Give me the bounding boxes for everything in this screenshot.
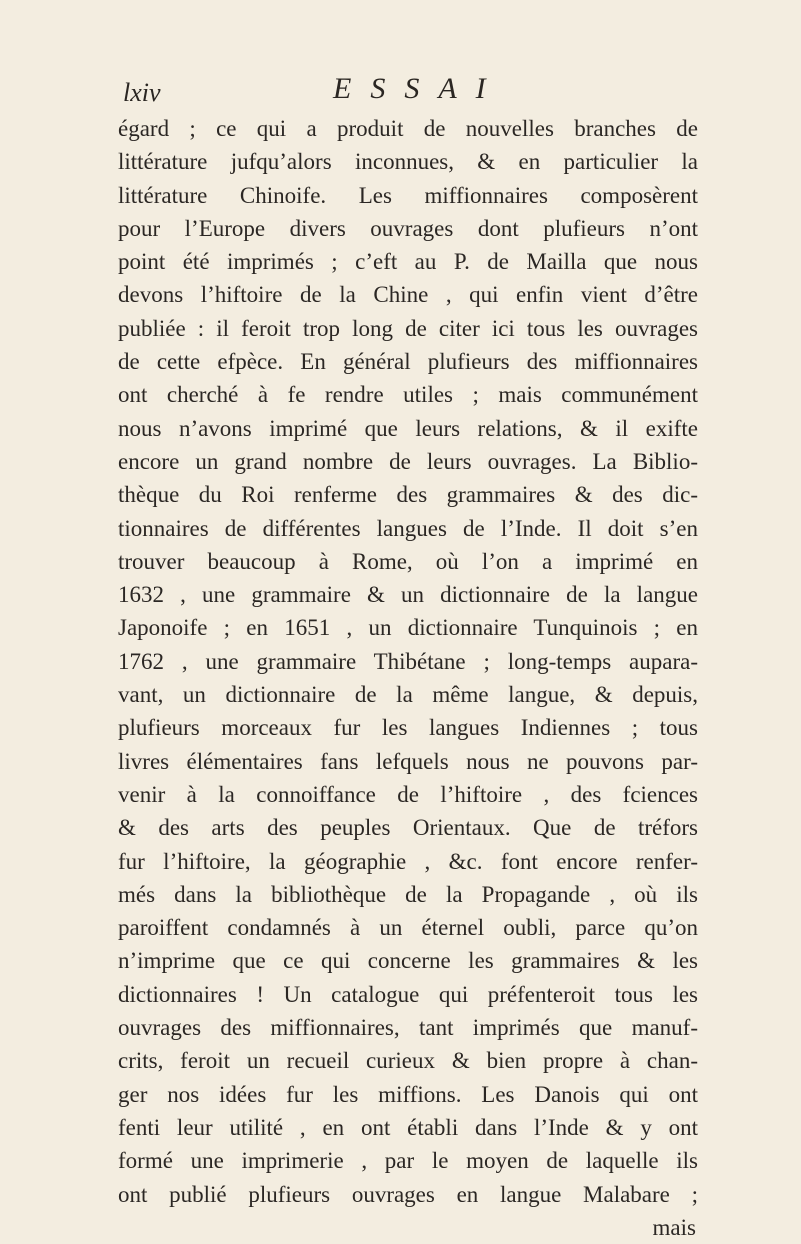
text-line: ouvrages des miffionnaires, tant imprimés que manuf- (118, 1015, 698, 1041)
text-line: fur l’hiftoire, la géographie , &c. font encore renfer- (118, 848, 698, 874)
text-line: 1762 , une grammaire Thibétane ; long-temps aupara- (118, 648, 698, 674)
text-line: nous n’avons imprimé que leurs relations, & il exifte (118, 415, 698, 441)
text-line: més dans la bibliothèque de la Propagande , où ils (118, 881, 698, 907)
text-line: formé une imprimerie , par le moyen de laquelle ils (118, 1148, 698, 1174)
text-line: 1632 , une grammaire & un dictionnaire de la langue (118, 582, 698, 608)
text-line: dictionnaires ! Un catalogue qui préfenteroit tous les (118, 981, 698, 1007)
page-header (0, 72, 801, 112)
text-line: vant, un dictionnaire de la même langue, & depuis, (118, 682, 698, 708)
text-line: n’imprime que ce qui concerne les grammaires & les (118, 948, 698, 974)
text-line: ont cherché à fe rendre utiles ; mais communément (118, 382, 698, 408)
text-line: point été imprimés ; c’eft au P. de Mailla que nous (118, 249, 698, 275)
text-line: ger nos idées fur les miffions. Les Danois qui ont (118, 1081, 698, 1107)
text-line: littérature jufqu’alors inconnues, & en particulier la (118, 149, 698, 175)
text-line: égard ; ce qui a produit de nouvelles branches de (118, 116, 698, 141)
text-line: publiée : il feroit trop long de citer ici tous les ouvrages (118, 315, 698, 341)
text-line: devons l’hiftoire de la Chine , qui enfin vient d’être (118, 282, 698, 308)
text-line: trouver beaucoup à Rome, où l’on a imprimé en (118, 548, 698, 574)
text-line: crits, feroit un recueil curieux & bien propre à chan- (118, 1048, 698, 1074)
page-number: lxiv (123, 78, 161, 107)
text-line: livres élémentaires fans lefquels nous ne pouvons par- (118, 748, 698, 774)
text-line: Japonoife ; en 1651 , un dictionnaire Tunquinois ; en (118, 615, 698, 641)
text-line: thèque du Roi renferme des grammaires & des dic- (118, 482, 698, 508)
text-line: littérature Chinoife. Les miffionnaires composèrent (118, 182, 698, 208)
text-line: tionnaires de différentes langues de l’Inde. Il doit s’en (118, 515, 698, 541)
text-line: plufieurs morceaux fur les langues Indiennes ; tous (118, 715, 698, 741)
text-line: paroiffent condamnés à un éternel oubli, parce qu’on (118, 915, 698, 941)
text-line: & des arts des peuples Orientaux. Que de tréfors (118, 815, 698, 841)
text-line: pour l’Europe divers ouvrages dont plufieurs n’ont (118, 215, 698, 241)
text-line: fenti leur utilité , en ont établi dans l’Inde & y ont (118, 1114, 698, 1140)
catchword: mais (652, 1214, 696, 1240)
running-title: ESSAI (333, 72, 505, 105)
text-line: de cette efpèce. En général plufieurs des miffionnaires (118, 349, 698, 375)
text-line: venir à la connoiffance de l’hiftoire , des fciences (118, 781, 698, 807)
text-line: ont publié plufieurs ouvrages en langue Malabare ; (118, 1181, 698, 1207)
body-text (118, 112, 698, 1244)
text-line: encore un grand nombre de leurs ouvrages. La Biblio- (118, 448, 698, 474)
